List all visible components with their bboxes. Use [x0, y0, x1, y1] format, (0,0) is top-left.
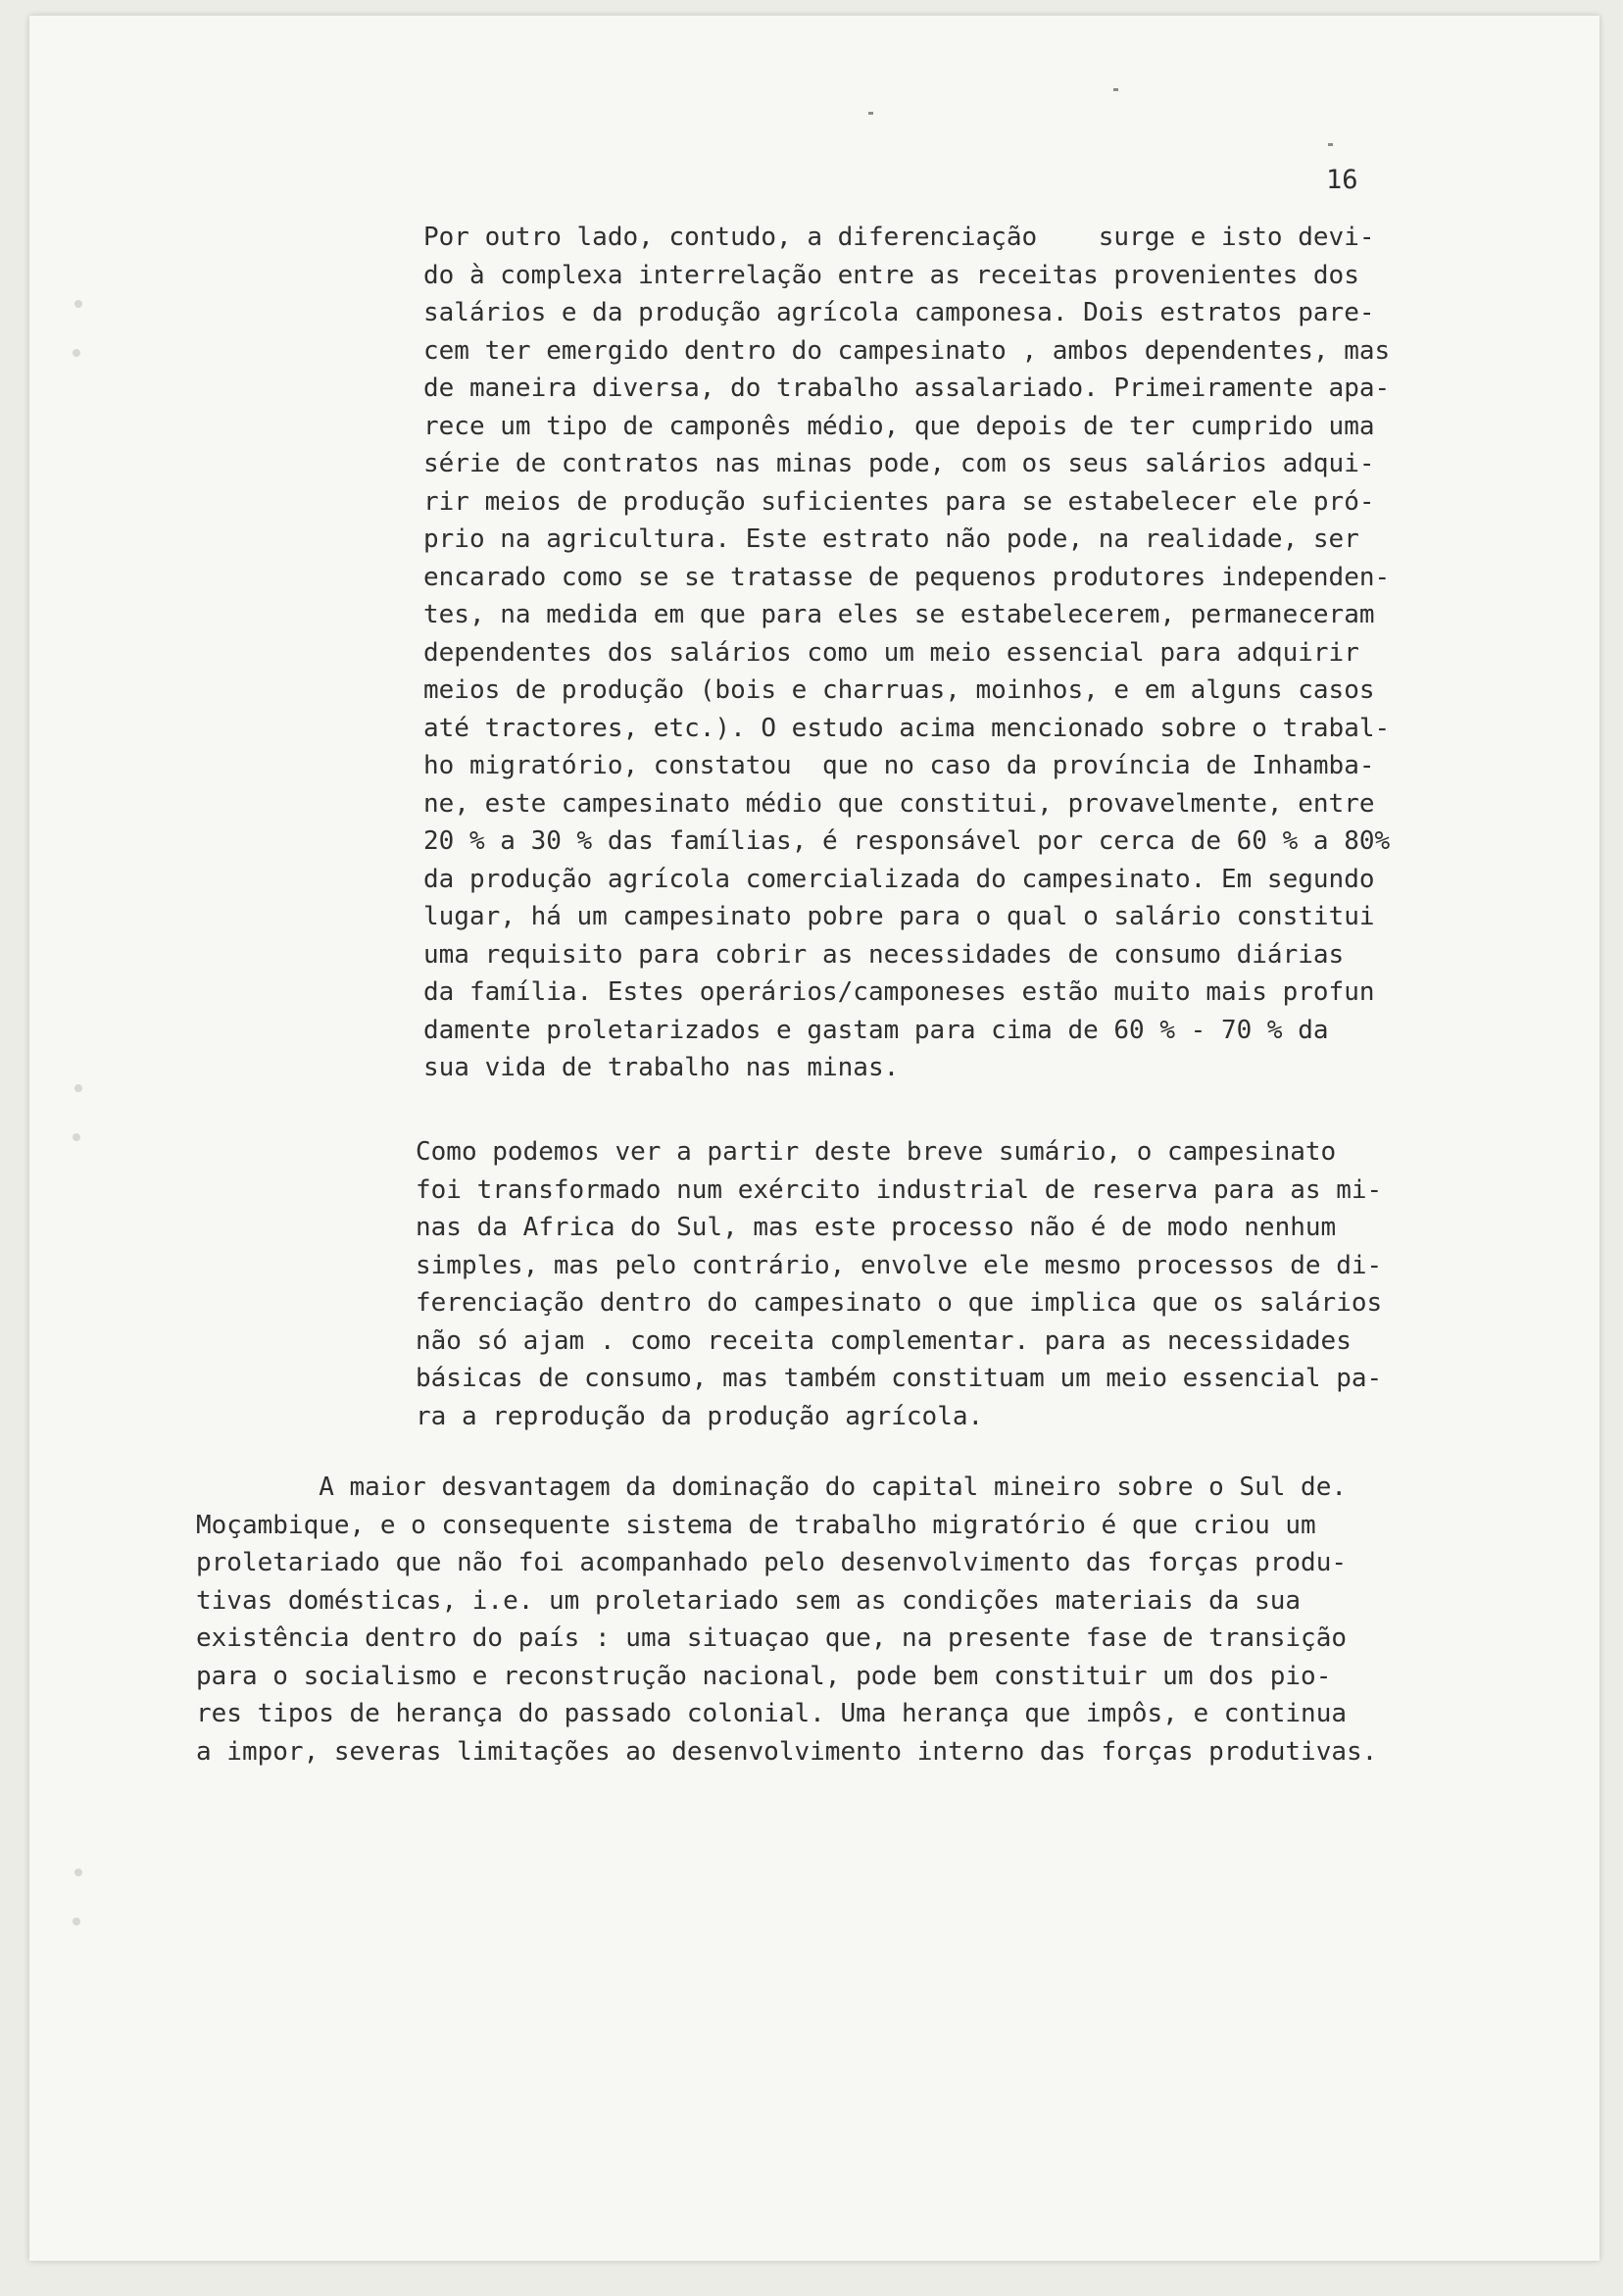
text-line: meios de produção (bois e charruas, moinhos, e em alguns casos — [423, 675, 1375, 705]
page-number: 16 — [1326, 165, 1358, 195]
text-line: da produção agrícola comercializada do campesinato. Em segundo — [423, 864, 1375, 894]
text-line: uma requisito para cobrir as necessidades de consumo diárias — [423, 939, 1345, 970]
text-line: damente proletarizados e gastam para cima de 60 % - 70 % da — [423, 1015, 1329, 1045]
binding-hole — [74, 300, 82, 308]
text-line: sua vida de trabalho nas minas. — [423, 1053, 900, 1082]
text-line: dependentes dos salários como um meio essencial para adquirir — [423, 637, 1359, 668]
paper-speck — [868, 112, 873, 115]
paper-speck — [1113, 88, 1118, 91]
text-line: ho migratório, constatou que no caso da província de Inhamba- — [423, 751, 1375, 780]
text-line: nas da Africa do Sul, mas este processo não é de modo nenhum — [416, 1213, 1337, 1242]
text-line: ne, este campesinato médio que constitui, provavelmente, entre — [423, 788, 1375, 819]
text-line: simples, mas pelo contrário, envolve ele mesmo processos de di- — [416, 1250, 1383, 1280]
binding-hole — [73, 1133, 80, 1141]
text-line: ra a reprodução da produção agrícola. — [416, 1401, 984, 1431]
text-line: Moçambique, e o consequente sistema de trabalho migratório é que criou um — [196, 1510, 1316, 1540]
text-line: Como podemos ver a partir deste breve sumário, o campesinato — [416, 1137, 1337, 1167]
binding-hole — [73, 349, 80, 357]
paragraph — [196, 1469, 1377, 1771]
text-line: tivas domésticas, i.e. um proletariado sem as condições materiais da sua — [196, 1585, 1302, 1616]
text-line: existência dentro do país : uma situaçao que, na presente fase de transição — [196, 1623, 1347, 1653]
text-line: até tractores, etc.). O estudo acima mencionado sobre o trabal- — [423, 713, 1391, 743]
text-line: da família. Estes operários/camponeses estão muito mais profun — [423, 977, 1375, 1007]
binding-hole — [74, 1084, 82, 1092]
text-line: cem ter emergido dentro do campesinato , ambos dependentes, mas — [423, 335, 1391, 366]
text-line: rece um tipo de camponês médio, que depois de ter cumprido uma — [423, 411, 1375, 441]
text-line: foi transformado num exército industrial de reserva para as mi- — [416, 1174, 1383, 1205]
paragraph — [416, 1133, 1382, 1435]
text-line: do à complexa interrelação entre as receitas provenientes dos — [423, 260, 1359, 290]
text-line: tes, na medida em que para eles se estabelecerem, permaneceram — [423, 600, 1375, 629]
text-line: 20 % a 30 % das famílias, é responsável por cerca de 60 % a 80% — [423, 826, 1391, 856]
paragraph — [423, 219, 1390, 1087]
text-line: encarado como se se tratasse de pequenos produtores independen- — [423, 562, 1391, 592]
text-line: proletariado que não foi acompanhado pelo desenvolvimento das forças produ- — [196, 1548, 1347, 1577]
text-line: A maior desvantagem da dominação do capital mineiro sobre o Sul de. — [196, 1472, 1347, 1502]
binding-hole — [73, 1918, 80, 1925]
binding-hole — [74, 1869, 82, 1876]
text-line: prio na agricultura. Este estrato não pode, na realidade, ser — [423, 524, 1359, 554]
text-line: a impor, severas limitações ao desenvolvimento interno das forças produtivas. — [196, 1736, 1378, 1767]
text-line: para o socialismo e reconstrução nacional, pode bem constituir um dos pio- — [196, 1661, 1332, 1691]
text-line: res tipos de herança do passado colonial. Uma herança que impôs, e continua — [196, 1699, 1347, 1728]
text-line: salários e da produção agrícola camponesa. Dois estratos pare- — [423, 298, 1375, 327]
text-line: não só ajam . como receita complementar. para as necessidades — [416, 1325, 1352, 1356]
text-line: básicas de consumo, mas também constituam um meio essencial pa- — [416, 1364, 1383, 1393]
text-line: lugar, há um campesinato pobre para o qual o salário constitui — [423, 902, 1375, 931]
text-line: rir meios de produção suficientes para se estabelecer ele pró- — [423, 486, 1375, 517]
paper-speck — [1328, 143, 1333, 146]
text-line: série de contratos nas minas pode, com os seus salários adqui- — [423, 449, 1375, 478]
text-line: ferenciação dentro do campesinato o que implica que os salários — [416, 1288, 1383, 1318]
text-line: Por outro lado, contudo, a diferenciação surge e isto devi- — [423, 223, 1375, 252]
text-line: de maneira diversa, do trabalho assalariado. Primeiramente apa- — [423, 374, 1391, 403]
